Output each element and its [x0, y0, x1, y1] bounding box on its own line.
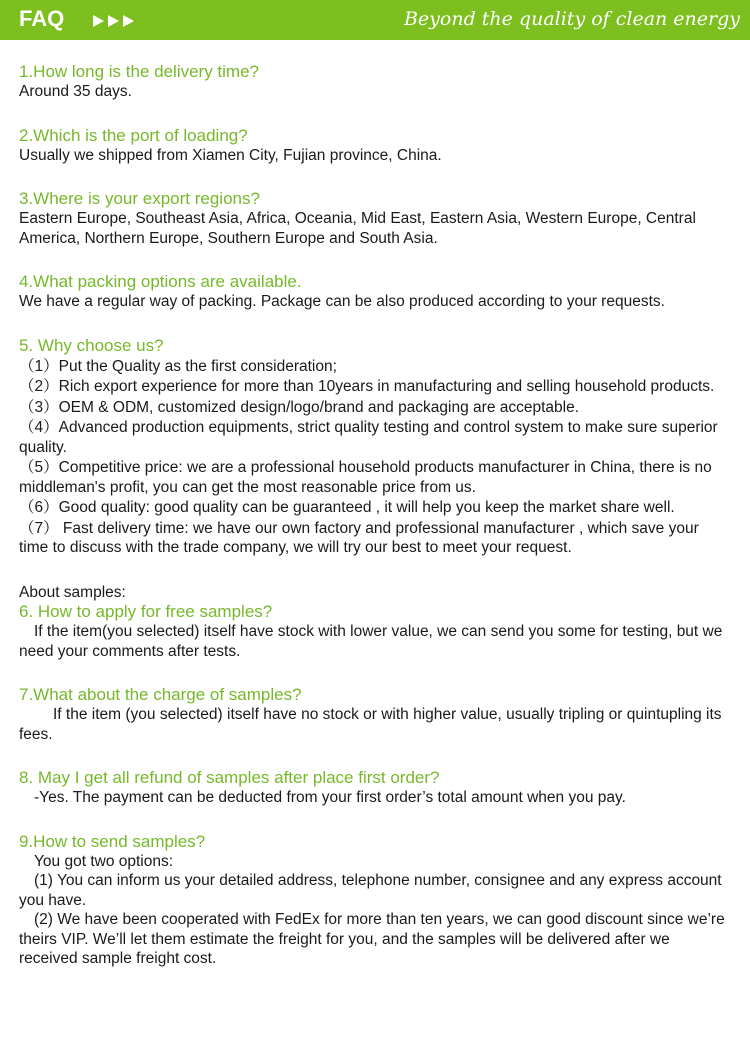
question-1: 1.How long is the delivery time?: [19, 62, 260, 81]
item-text: Good quality: good quality can be guaranteed , it will help you keep the market share well.: [58, 499, 675, 516]
item-number: （2）: [19, 378, 59, 395]
question-2: 2.Which is the port of loading?: [19, 125, 248, 145]
list-item: [19, 418, 731, 457]
list-item: [19, 498, 731, 518]
item-text: Competitive price: we are a professional household products manufacturer in China, there is no middleman's profit, you can get the most reasonable price from us.: [19, 459, 712, 496]
item-text: Put the Quality as the first consideration;: [58, 357, 337, 375]
question-7: 7.What about the charge of samples?: [19, 685, 302, 704]
item-number: （3）: [19, 398, 59, 416]
answer-7: [19, 705, 731, 744]
answer-9-option-1-text: (1) You can inform us your detailed address, telephone number, consignee and any express account you have.: [19, 872, 722, 909]
answer-7-text: If the item (you selected) itself have no stock or with higher value, usually tripling or quintupling its fees.: [19, 706, 722, 743]
answer-9-intro: [19, 852, 731, 872]
list-item: [19, 398, 731, 418]
item-text: Rich export experience for more than 10years in manufacturing and selling household products.: [58, 378, 715, 395]
list-item: [19, 377, 731, 397]
answer-9-option-2: [19, 910, 731, 969]
list-item: [19, 458, 731, 497]
faq-header-bar: [0, 0, 750, 40]
samples-heading: About samples:: [19, 583, 126, 601]
answer-3: Eastern Europe, Southeast Asia, Africa, Oceania, Mid East, Eastern Asia, Western Europe, Central America, Northern Europe, Southern Europe and South Asia.: [19, 210, 696, 247]
brand-slogan: Beyond the quality of clean energy: [403, 8, 740, 30]
question-9: 9.How to send samples?: [19, 831, 206, 851]
answer-9-intro-text: You got two options:: [34, 852, 174, 870]
question-5: 5. Why choose us?: [19, 335, 164, 355]
reasons-list: [19, 357, 731, 558]
answer-4: We have a regular way of packing. Package can be also produced according to your requests.: [19, 293, 665, 310]
answer-2: Usually we shipped from Xiamen City, Fujian province, China.: [19, 146, 442, 164]
faq-content: [19, 62, 731, 969]
answer-1: Around 35 days.: [19, 83, 132, 100]
question-8: 8. May I get all refund of samples after place first order?: [19, 768, 440, 787]
item-text: Fast delivery time: we have our own factory and professional manufacturer , which save your time to discuss with the trade company, we will try our best to meet your request.: [19, 519, 699, 556]
question-3: 3.Where is your export regions?: [19, 189, 260, 208]
play-arrow-icon: [93, 15, 104, 27]
question-6: 6. How to apply for free samples?: [19, 602, 273, 621]
answer-8-text: -Yes. The payment can be deducted from your first order’s total amount when you pay.: [34, 789, 626, 806]
question-4: 4.What packing options are available.: [19, 272, 302, 291]
answer-9-option-1: [19, 871, 731, 910]
list-item: [19, 519, 731, 558]
answer-8: [19, 788, 731, 808]
answer-6-text: If the item(you selected) itself have stock with lower value, we can send you some for testing, but we need your comments after tests.: [19, 623, 723, 660]
answer-9-option-2-text: (2) We have been cooperated with FedEx for more than ten years, we can good discount since we’re theirs VIP. We’ll let them estimate the freight for you, and the samples will be delivered after we received sample freight cost.: [19, 911, 725, 967]
item-number: （7）: [19, 519, 59, 537]
arrows-decoration: [93, 14, 137, 28]
item-number: （6）: [19, 499, 59, 516]
play-arrow-icon: [123, 15, 134, 27]
header-title: FAQ: [19, 6, 65, 31]
item-number: （1）: [19, 357, 59, 375]
list-item: [19, 357, 731, 377]
item-number: （4）: [19, 419, 59, 436]
item-text: OEM & ODM, customized design/logo/brand and packaging are acceptable.: [58, 398, 580, 416]
answer-6: [19, 622, 731, 661]
item-number: （5）: [19, 459, 59, 476]
play-arrow-icon: [108, 15, 119, 27]
item-text: Advanced production equipments, strict quality testing and control system to make sure superior quality.: [19, 419, 718, 456]
